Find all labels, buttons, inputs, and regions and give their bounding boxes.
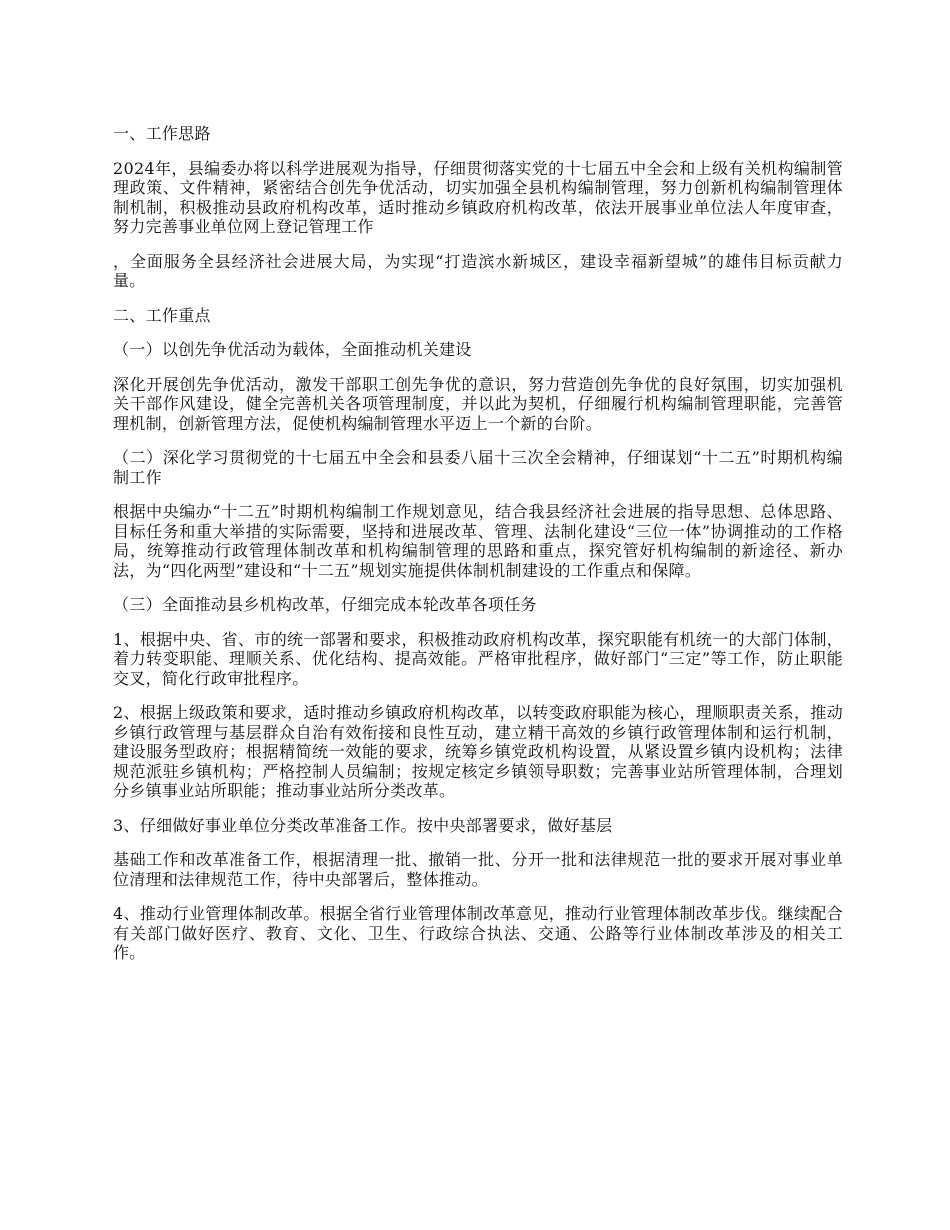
section-heading-work-focus: 二、工作重点 [113,305,211,325]
paragraph-2: 根据中央编办“十二五”时期机构编制工作规划意见，结合我县经济社会进展的指导思想、总体思路、目标任务和重大举措的实际需要，坚持和进展改革、管理、法制化建设“三位一体”协调推动的工作格局，统筹推动行政管理体制改革和机构编制管理的思路和重点，探究管好机构编制的新途径、新办法，为“四化两型”建设和“十二五”规划实施提供体制机制建设的工作重点和保障。 [113,502,843,580]
subheading-2: （二）深化学习贯彻党的十七届五中全会和县委八届十三次全会精神，仔细谋划“十二五”时期机构编制工作 [113,448,843,487]
paragraph-1: 深化开展创先争优活动，激发干部职工创先争优的意识，努力营造创先争优的良好氛围，切实加强机关干部作风建设，健全完善机关各项管理制度，并以此为契机，仔细履行机构编制管理职能，完善管理机制，创新管理方法，促使机构编制管理水平迈上一个新的台阶。 [113,374,843,433]
paragraph-work-ideas-continued: ，全面服务全县经济社会进展大局，为实现“打造滨水新城区，建设幸福新望城”的雄伟目标贡献力量。 [113,251,843,290]
item-1: 1、根据中央、省、市的统一部署和要求，积极推动政府机构改革，探究职能有机统一的大部门体制，着力转变职能、理顺关系、优化结构、提高效能。严格审批程序，做好部门“三定”等工作，防止职能交叉，简化行政审批程序。 [113,629,843,688]
paragraph-work-ideas: 2024年，县编委办将以科学进展观为指导，仔细贯彻落实党的十七届五中全会和上级有关机构编制管理政策、文件精神，紧密结合创先争优活动，切实加强全县机构编制管理，努力创新机构编制管理体制机制，积极推动县政府机构改革，适时推动乡镇政府机构改革，依法开展事业单位法人年度审查，努力完善事业单位网上登记管理工作 [113,158,843,236]
item-4: 4、推动行业管理体制改革。根据全省行业管理体制改革意见，推动行业管理体制改革步伐。继续配合有关部门做好医疗、教育、文化、卫生、行政综合执法、交通、公路等行业体制改革涉及的相关工作。 [113,904,843,962]
section-heading-work-ideas: 一、工作思路 [113,124,211,143]
item-2: 2、根据上级政策和要求，适时推动乡镇政府机构改革，以转变政府职能为核心，理顺职责关系，推动乡镇行政管理与基层群众自治有效衔接和良性互动，建立精干高效的乡镇行政管理体制和运行机制，建设服务型政府；根据精简统一效能的要求，统筹乡镇党政机构设置，从紧设置乡镇内设机构；法律规范派驻乡镇机构；严格控制人员编制；按规定核定乡镇领导职数；完善事业站所管理体制，合理划分乡镇事业站所职能；推动事业站所分类改革。 [113,703,843,800]
item-3: 3、仔细做好事业单位分类改革准备工作。按中央部署要求，做好基层 [113,815,613,835]
subheading-1: （一）以创先争优活动为载体，全面推动机关建设 [113,340,472,359]
document-body [113,124,843,978]
subheading-3: （三）全面推动县乡机构改革，仔细完成本轮改革各项任务 [113,595,537,614]
item-3-continued: 基础工作和改革准备工作，根据清理一批、撤销一批、分开一批和法律规范一批的要求开展对事业单位清理和法律规范工作，待中央部署后，整体推动。 [113,850,843,889]
